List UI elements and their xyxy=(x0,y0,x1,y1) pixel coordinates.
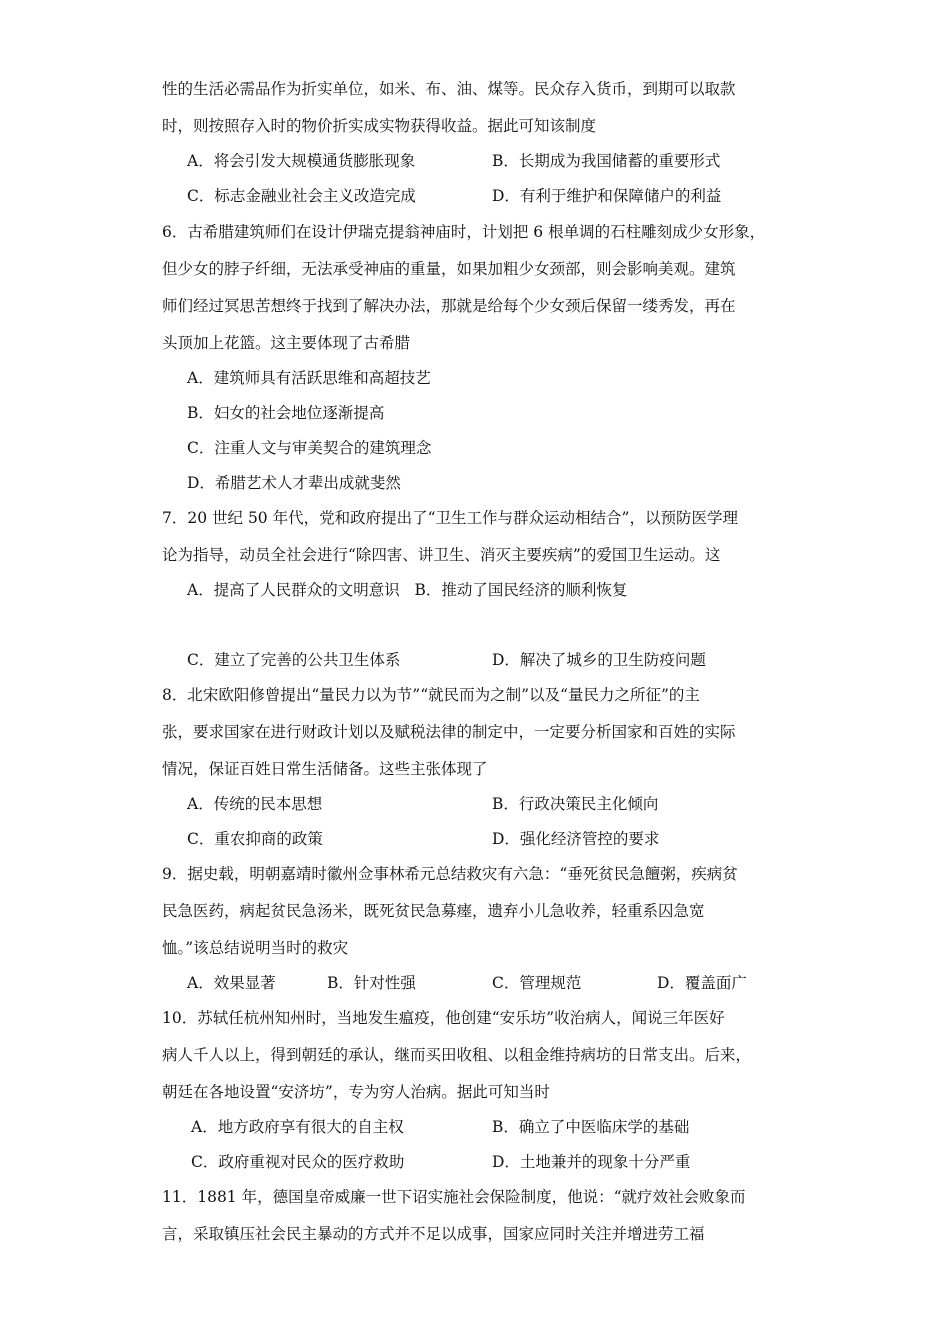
q7-option-c: C．建立了完善的公共卫生体系 xyxy=(187,651,401,669)
q7-option-d: D．解决了城乡的卫生防疫问题 xyxy=(492,651,706,669)
q5-option-a: A．将会引发大规模通货膨胀现象 xyxy=(187,152,416,170)
q9-option-c: C．管理规范 xyxy=(492,974,582,992)
q11-stem-line-2: 言，采取镇压社会民主暴动的方式并不足以成事，国家应同时关注并增进劳工福 xyxy=(162,1225,705,1243)
q9-stem-line-1: 9．据史载，明朝嘉靖时徽州佥事林希元总结救灾有六急：“垂死贫民急饘粥，疾病贫 xyxy=(162,865,738,883)
q9-option-d: D．覆盖面广 xyxy=(657,974,747,992)
q8-option-b: B．行政决策民主化倾向 xyxy=(492,795,659,813)
q8-option-a: A．传统的民本思想 xyxy=(187,795,323,813)
q10-option-c: C．政府重视对民众的医疗救助 xyxy=(191,1153,405,1171)
q10-option-d: D．土地兼并的现象十分严重 xyxy=(492,1153,691,1171)
q6-option-d: D．希腊艺术人才辈出成就斐然 xyxy=(187,474,401,492)
q6-stem-line-4: 头顶加上花篮。这主要体现了古希腊 xyxy=(162,334,411,352)
q10-stem-line-1: 10．苏轼任杭州知州时，当地发生瘟疫，他创建“安乐坊”收治病人，闻说三年医好 xyxy=(162,1009,725,1027)
q6-option-b: B．妇女的社会地位逐渐提高 xyxy=(187,404,385,422)
q7-stem-line-1: 7．20 世纪 50 年代，党和政府提出了“卫生工作与群众运动相结合”，以预防医学理 xyxy=(162,509,738,527)
q10-option-a: A．地方政府享有很大的自主权 xyxy=(191,1118,404,1136)
q7-option-a-b: A．提高了人民群众的文明意识 B．推动了国民经济的顺利恢复 xyxy=(187,581,628,599)
q6-stem-line-1: 6．古希腊建筑师们在设计伊瑞克提翁神庙时，计划把 6 根单调的石柱雕刻成少女形象， xyxy=(162,223,766,241)
q7-stem-line-2: 论为指导，动员全社会进行“除四害、讲卫生、消灭主要疾病”的爱国卫生运动。这 xyxy=(162,546,721,564)
q9-stem-line-3: 恤。”该总结说明当时的救灾 xyxy=(162,939,349,957)
q10-stem-line-2: 病人千人以上，得到朝廷的承认，继而买田收租、以租金维持病坊的日常支出。后来， xyxy=(162,1046,752,1064)
q11-stem-line-1: 11．1881 年，德国皇帝威廉一世下诏实施社会保险制度，他说：“就疗效社会败象而 xyxy=(162,1188,746,1206)
q8-option-c: C．重农抑商的政策 xyxy=(187,830,323,848)
q5-stem-line-2: 时，则按照存入时的物价折实成实物获得收益。据此可知该制度 xyxy=(162,117,597,135)
q8-option-d: D．强化经济管控的要求 xyxy=(492,830,660,848)
q5-option-c: C．标志金融业社会主义改造完成 xyxy=(187,187,416,205)
q9-option-a: A．效果显著 xyxy=(187,974,276,992)
q8-stem-line-3: 情况，保证百姓日常生活储备。这些主张体现了 xyxy=(162,760,488,778)
q9-option-b: B．针对性强 xyxy=(327,974,416,992)
q5-stem-line-1: 性的生活必需品作为折实单位，如米、布、油、煤等。民众存入货币，到期可以取款 xyxy=(162,80,736,98)
q5-option-b: B．长期成为我国储蓄的重要形式 xyxy=(492,152,721,170)
q9-stem-line-2: 民急医药，病起贫民急汤米，既死贫民急募瘗，遗弃小儿急收养，轻重系囚急宽 xyxy=(162,902,705,920)
q6-stem-line-2: 但少女的脖子纤细，无法承受神庙的重量，如果加粗少女颈部，则会影响美观。建筑 xyxy=(162,260,736,278)
q6-option-c: C．注重人文与审美契合的建筑理念 xyxy=(187,439,432,457)
q6-option-a: A．建筑师具有活跃思维和高超技艺 xyxy=(187,369,431,387)
q8-stem-line-1: 8．北宋欧阳修曾提出“量民力以为节”“就民而为之制”以及“量民力之所征”的主 xyxy=(162,686,700,704)
q8-stem-line-2: 张，要求国家在进行财政计划以及赋税法律的制定中，一定要分析国家和百姓的实际 xyxy=(162,723,736,741)
q10-stem-line-3: 朝廷在各地设置“安济坊”，专为穷人治病。据此可知当时 xyxy=(162,1083,550,1101)
q10-option-b: B．确立了中医临床学的基础 xyxy=(492,1118,690,1136)
q6-stem-line-3: 师们经过冥思苦想终于找到了解决办法，那就是给每个少女颈后保留一缕秀发，再在 xyxy=(162,297,736,315)
q5-option-d: D．有利于维护和保障储户的利益 xyxy=(492,187,722,205)
